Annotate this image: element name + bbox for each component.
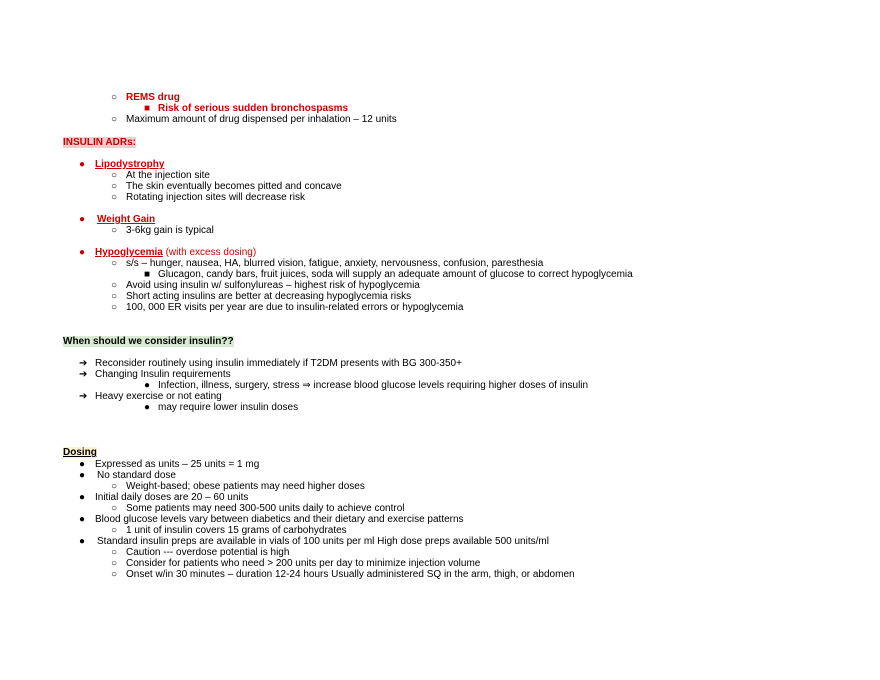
bullet-icon: ●: [79, 536, 86, 547]
square-bullet-icon: ■: [144, 103, 151, 114]
list-item: Standard insulin preps are available in vials of 100 units per ml High dose preps available 500 units/ml: [97, 536, 549, 547]
hypoglycemia-label: Hypoglycemia: [95, 247, 163, 258]
list-item: No standard dose: [97, 470, 176, 481]
circle-bullet-icon: ○: [111, 525, 118, 536]
list-item: Initial daily doses are 20 – 60 units: [95, 492, 249, 503]
bullet-icon: ●: [79, 247, 86, 258]
circle-bullet-icon: ○: [111, 547, 118, 558]
square-bullet-icon: ■: [144, 269, 151, 280]
list-item: Some patients may need 300-500 units daily to achieve control: [126, 503, 405, 514]
list-item: Weight-based; obese patients may need higher doses: [126, 481, 365, 492]
weight-gain-label: Weight Gain: [97, 214, 156, 225]
bullet-icon: ●: [79, 159, 86, 170]
circle-bullet-icon: ○: [111, 170, 118, 181]
list-item: Consider for patients who need > 200 units per day to minimize injection volume: [126, 558, 481, 569]
bullet-icon: ●: [79, 470, 86, 481]
list-item: may require lower insulin doses: [158, 402, 299, 413]
consider-heading: When should we consider insulin??: [63, 336, 234, 347]
dosing-heading: Dosing: [63, 447, 97, 458]
list-item: 100, 000 ER visits per year are due to insulin-related errors or hypoglycemia: [126, 302, 464, 313]
bullet-icon: ●: [79, 492, 86, 503]
bullet-icon: ●: [79, 459, 86, 470]
circle-bullet-icon: ○: [111, 291, 118, 302]
lipodystrophy-label: Lipodystrophy: [95, 159, 165, 170]
arrow-icon: ➔: [79, 358, 88, 369]
circle-bullet-icon: ○: [111, 192, 118, 203]
list-item: s/s – hunger, nausea, HA, blurred vision, fatigue, anxiety, nervousness, confusion, paresthesia: [126, 258, 544, 269]
rems-max-amount: Maximum amount of drug dispensed per inhalation – 12 units: [126, 114, 397, 125]
bullet-icon: ●: [144, 380, 151, 391]
bullet-icon: ●: [79, 214, 86, 225]
list-item: 3-6kg gain is typical: [126, 225, 214, 236]
circle-bullet-icon: ○: [111, 569, 118, 580]
circle-bullet-icon: ○: [111, 92, 118, 103]
list-item: Reconsider routinely using insulin immediately if T2DM presents with BG 300-350+: [95, 358, 462, 369]
hypoglycemia-line: [95, 247, 256, 258]
arrow-icon: ➔: [79, 369, 88, 380]
rems-risk: Risk of serious sudden bronchospasms: [158, 103, 349, 114]
circle-bullet-icon: ○: [111, 258, 118, 269]
list-item: Rotating injection sites will decrease risk: [126, 192, 305, 203]
circle-bullet-icon: ○: [111, 225, 118, 236]
insulin-adrs-heading: INSULIN ADRs:: [63, 137, 136, 148]
list-item: At the injection site: [126, 170, 210, 181]
arrow-icon: ➔: [79, 391, 88, 402]
rems-label: REMS drug: [126, 92, 180, 103]
bullet-icon: ●: [79, 514, 86, 525]
list-item: Expressed as units – 25 units = 1 mg: [95, 459, 260, 470]
list-item: Changing Insulin requirements: [95, 369, 231, 380]
list-item: Onset w/in 30 minutes – duration 12-24 hours Usually administered SQ in the arm, thigh, or abdomen: [126, 569, 575, 580]
circle-bullet-icon: ○: [111, 558, 118, 569]
list-item: 1 unit of insulin covers 15 grams of carbohydrates: [126, 525, 347, 536]
list-item: The skin eventually becomes pitted and concave: [126, 181, 342, 192]
circle-bullet-icon: ○: [111, 503, 118, 514]
list-item: Infection, illness, surgery, stress ⇒ increase blood glucose levels requiring higher doses of insulin: [158, 380, 589, 391]
circle-bullet-icon: ○: [111, 481, 118, 492]
circle-bullet-icon: ○: [111, 114, 118, 125]
bullet-icon: ●: [144, 402, 151, 413]
list-item: Glucagon, candy bars, fruit juices, soda will supply an adequate amount of glucose to correct hypoglycemia: [158, 269, 633, 280]
hypoglycemia-note: (with excess dosing): [165, 247, 257, 258]
list-item: Caution --- overdose potential is high: [126, 547, 290, 558]
circle-bullet-icon: ○: [111, 181, 118, 192]
circle-bullet-icon: ○: [111, 302, 118, 313]
list-item: Avoid using insulin w/ sulfonylureas – highest risk of hypoglycemia: [126, 280, 420, 291]
list-item: Blood glucose levels vary between diabetics and their dietary and exercise patterns: [95, 514, 464, 525]
list-item: Short acting insulins are better at decreasing hypoglycemia risks: [126, 291, 412, 302]
list-item: Heavy exercise or not eating: [95, 391, 222, 402]
circle-bullet-icon: ○: [111, 280, 118, 291]
